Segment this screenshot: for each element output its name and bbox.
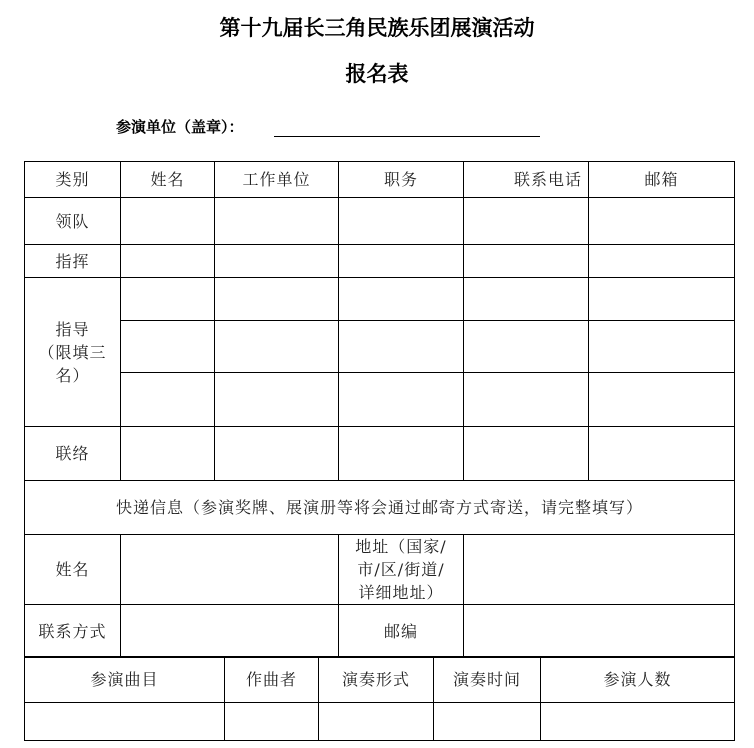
express-address-label — [339, 535, 464, 605]
input-cell[interactable] — [464, 278, 589, 321]
address-line2: 市/区/街道/ — [357, 560, 445, 579]
input-cell[interactable] — [339, 198, 464, 245]
address-line1: 地址（国家/ — [355, 537, 447, 556]
header-performers: 参演人数 — [541, 657, 735, 703]
input-cell[interactable] — [464, 427, 589, 481]
input-cell[interactable] — [464, 245, 589, 278]
header-phone: 联系电话 — [464, 162, 589, 198]
instructor-line1: 指导 — [55, 319, 90, 339]
table-row — [25, 373, 735, 427]
input-cell[interactable] — [339, 427, 464, 481]
row-label-liaison: 联络 — [25, 427, 121, 481]
row-label-instructor — [25, 278, 121, 427]
row-label-conductor: 指挥 — [25, 245, 121, 278]
input-cell[interactable] — [589, 198, 735, 245]
table-row — [25, 427, 735, 481]
unit-label: 参演单位（盖章）： — [116, 118, 244, 136]
input-cell[interactable] — [339, 278, 464, 321]
table-row — [25, 703, 735, 741]
express-name-label: 姓名 — [25, 535, 121, 605]
header-duration: 演奏时间 — [434, 657, 541, 703]
header-row — [25, 162, 735, 198]
header-name: 姓名 — [121, 162, 215, 198]
row-label-leader: 领队 — [25, 198, 121, 245]
program-table — [24, 656, 735, 741]
input-cell[interactable] — [339, 245, 464, 278]
table-row — [25, 278, 735, 321]
input-cell[interactable] — [25, 703, 225, 741]
header-form: 演奏形式 — [319, 657, 434, 703]
header-position: 职务 — [339, 162, 464, 198]
input-cell[interactable] — [121, 321, 215, 373]
input-cell[interactable] — [339, 321, 464, 373]
input-cell[interactable] — [215, 373, 339, 427]
input-cell[interactable] — [121, 535, 339, 605]
header-composer: 作曲者 — [225, 657, 319, 703]
input-cell[interactable] — [464, 373, 589, 427]
header-category: 类别 — [25, 162, 121, 198]
table-row — [25, 605, 735, 658]
header-workplace: 工作单位 — [215, 162, 339, 198]
input-cell[interactable] — [121, 373, 215, 427]
table-row — [25, 245, 735, 278]
input-cell[interactable] — [434, 703, 541, 741]
form-title: 第十九届长三角民族乐团展演活动 — [219, 16, 535, 40]
input-cell[interactable] — [215, 198, 339, 245]
input-cell[interactable] — [589, 373, 735, 427]
input-cell[interactable] — [121, 605, 339, 658]
express-info-row — [25, 481, 735, 535]
input-cell[interactable] — [541, 703, 735, 741]
input-cell[interactable] — [121, 427, 215, 481]
input-cell[interactable] — [589, 427, 735, 481]
unit-input-line[interactable] — [274, 136, 540, 137]
express-info: 快递信息（参演奖牌、展演册等将会通过邮寄方式寄送，请完整填写） — [25, 481, 735, 535]
table-row — [25, 535, 735, 605]
instructor-line2: （限填三 — [38, 342, 107, 362]
address-line3: 详细地址） — [358, 583, 444, 602]
input-cell[interactable] — [215, 427, 339, 481]
input-cell[interactable] — [121, 198, 215, 245]
input-cell[interactable] — [589, 278, 735, 321]
header-piece: 参演曲目 — [25, 657, 225, 703]
header-email: 邮箱 — [589, 162, 735, 198]
express-postcode-label: 邮编 — [339, 605, 464, 658]
input-cell[interactable] — [589, 245, 735, 278]
input-cell[interactable] — [121, 278, 215, 321]
input-cell[interactable] — [589, 321, 735, 373]
input-cell[interactable] — [225, 703, 319, 741]
table-row — [25, 321, 735, 373]
input-cell[interactable] — [121, 245, 215, 278]
input-cell[interactable] — [215, 245, 339, 278]
instructor-line3: 名） — [55, 365, 90, 385]
form-subtitle: 报名表 — [345, 62, 409, 86]
input-cell[interactable] — [339, 373, 464, 427]
input-cell[interactable] — [319, 703, 434, 741]
input-cell[interactable] — [464, 198, 589, 245]
program-header-row — [25, 657, 735, 703]
input-cell[interactable] — [464, 535, 735, 605]
input-cell[interactable] — [215, 278, 339, 321]
input-cell[interactable] — [215, 321, 339, 373]
input-cell[interactable] — [464, 321, 589, 373]
registration-table — [24, 161, 735, 658]
input-cell[interactable] — [464, 605, 735, 658]
express-contact-label: 联系方式 — [25, 605, 121, 658]
table-row — [25, 198, 735, 245]
